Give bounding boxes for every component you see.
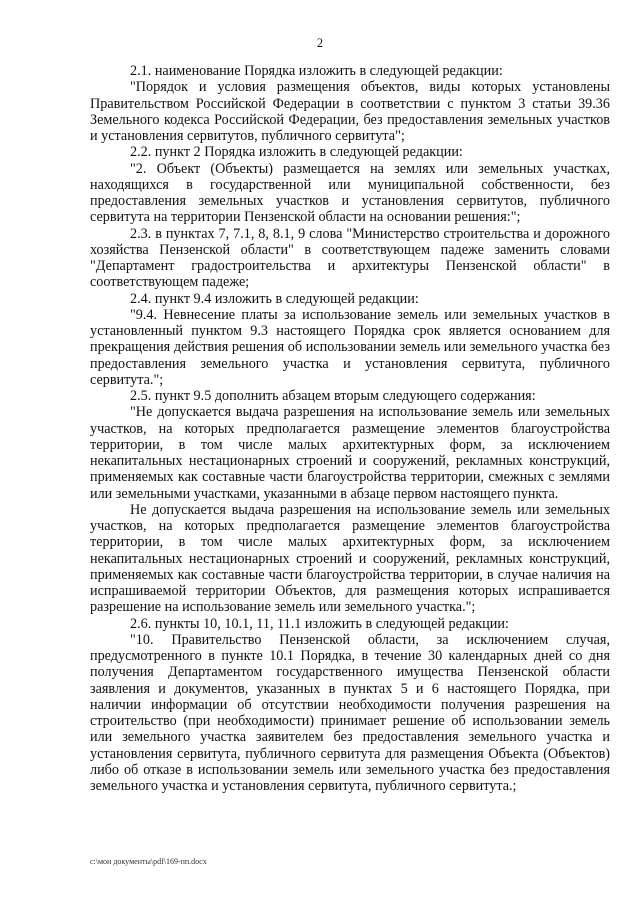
document-body xyxy=(90,63,610,794)
footer-file-path: c:\мои документы\pdf\169-пп.docx xyxy=(90,857,207,866)
paragraph-2-5-heading: 2.5. пункт 9.5 дополнить абзацем вторым следующего содержания: xyxy=(130,388,536,404)
paragraph-2-4-quote: "9.4. Невнесение платы за использование земель или земельных участков в установленный пунктом 9.3 настоящего Порядка срок является основанием для прекращения действия решения об использовании земель или земельного участка без предоставления земельного участка и установления сервитута, публичного сервитута."; xyxy=(90,306,610,388)
paragraph-2-3: 2.3. в пунктах 7, 7.1, 8, 8.1, 9 слова "Министерство строительства и дорожного хозяйства Пензенской области" в соответствующем падеже заменить словами "Департамент градостроительства и архитектуры Пензенской области" в соответствующем падеже; xyxy=(90,225,610,291)
paragraph-2-6-quote: "10. Правительство Пензенской области, за исключением случая, предусмотренного в пункте 10.1 Порядка, в течение 30 календарных дней со дня получения Департаментом государственного имущества Пензенской области заявления и документов, указанных в пунктах 5 и 6 настоящего Порядка, при наличии информации об отсутствии необходимости получения разрешения на строительство (при необходимости) принимает решение об использовании земель или земельного участка заявителем без предоставления земельного участка и установления сервитута, публичного сервитута для размещения Объекта (Объектов) либо об отказе в использовании земель или земельного участка без предоставления земельного участка и установления сервитута, публичного сервитута.; xyxy=(90,631,610,794)
paragraph-2-1-heading: 2.1. наименование Порядка изложить в следующей редакции: xyxy=(130,63,503,79)
paragraph-2-1-quote: "Порядок и условия размещения объектов, виды которых установлены Правительством Российской Федерации в соответствии с пунктом 3 статьи 39.36 Земельного кодекса Российской Федерации, без предоставления земельных участков и установления сервитутов, публичного сервитута"; xyxy=(90,79,610,144)
paragraph-2-2-heading: 2.2. пункт 2 Порядка изложить в следующей редакции: xyxy=(130,144,463,161)
page-number: 2 xyxy=(316,36,324,50)
paragraph-2-6-heading: 2.6. пункты 10, 10.1, 11, 11.1 изложить в следующей редакции: xyxy=(130,615,509,632)
paragraph-2-2-quote: "2. Объект (Объекты) размещается на землях или земельных участках, находящихся в государственной или муниципальной собственности, без предоставления земельных участков и установления сервитутов, публичного сервитута на территории Пензенской области на основании решения:"; xyxy=(90,160,610,226)
paragraph-2-5-quote-1: "Не допускается выдача разрешения на использование земель или земельных участков, на которых предполагается размещение элементов благоустройства территории, в том числе малых архитектурных форм, за исключением некапитальных нестационарных строений и сооружений, рекламных конструкций, применяемых как составные части благоустройства территории, смежных с землями или земельными участками, указанными в абзаце первом настоящего пункта. xyxy=(90,404,610,502)
paragraph-2-4-heading: 2.4. пункт 9.4 изложить в следующей редакции: xyxy=(130,290,419,307)
paragraph-2-5-quote-2: Не допускается выдача разрешения на использование земель или земельных участков, на которых предполагается размещение элементов благоустройства территории, в том числе малых архитектурных форм, за исключением некапитальных нестационарных строений и сооружений, рекламных конструкций, применяемых как составные части благоустройства территории, в случае наличия на испрашиваемой территории Объектов, для размещения которых испрашивается разрешение на использование земель или земельного участка."; xyxy=(90,501,610,616)
